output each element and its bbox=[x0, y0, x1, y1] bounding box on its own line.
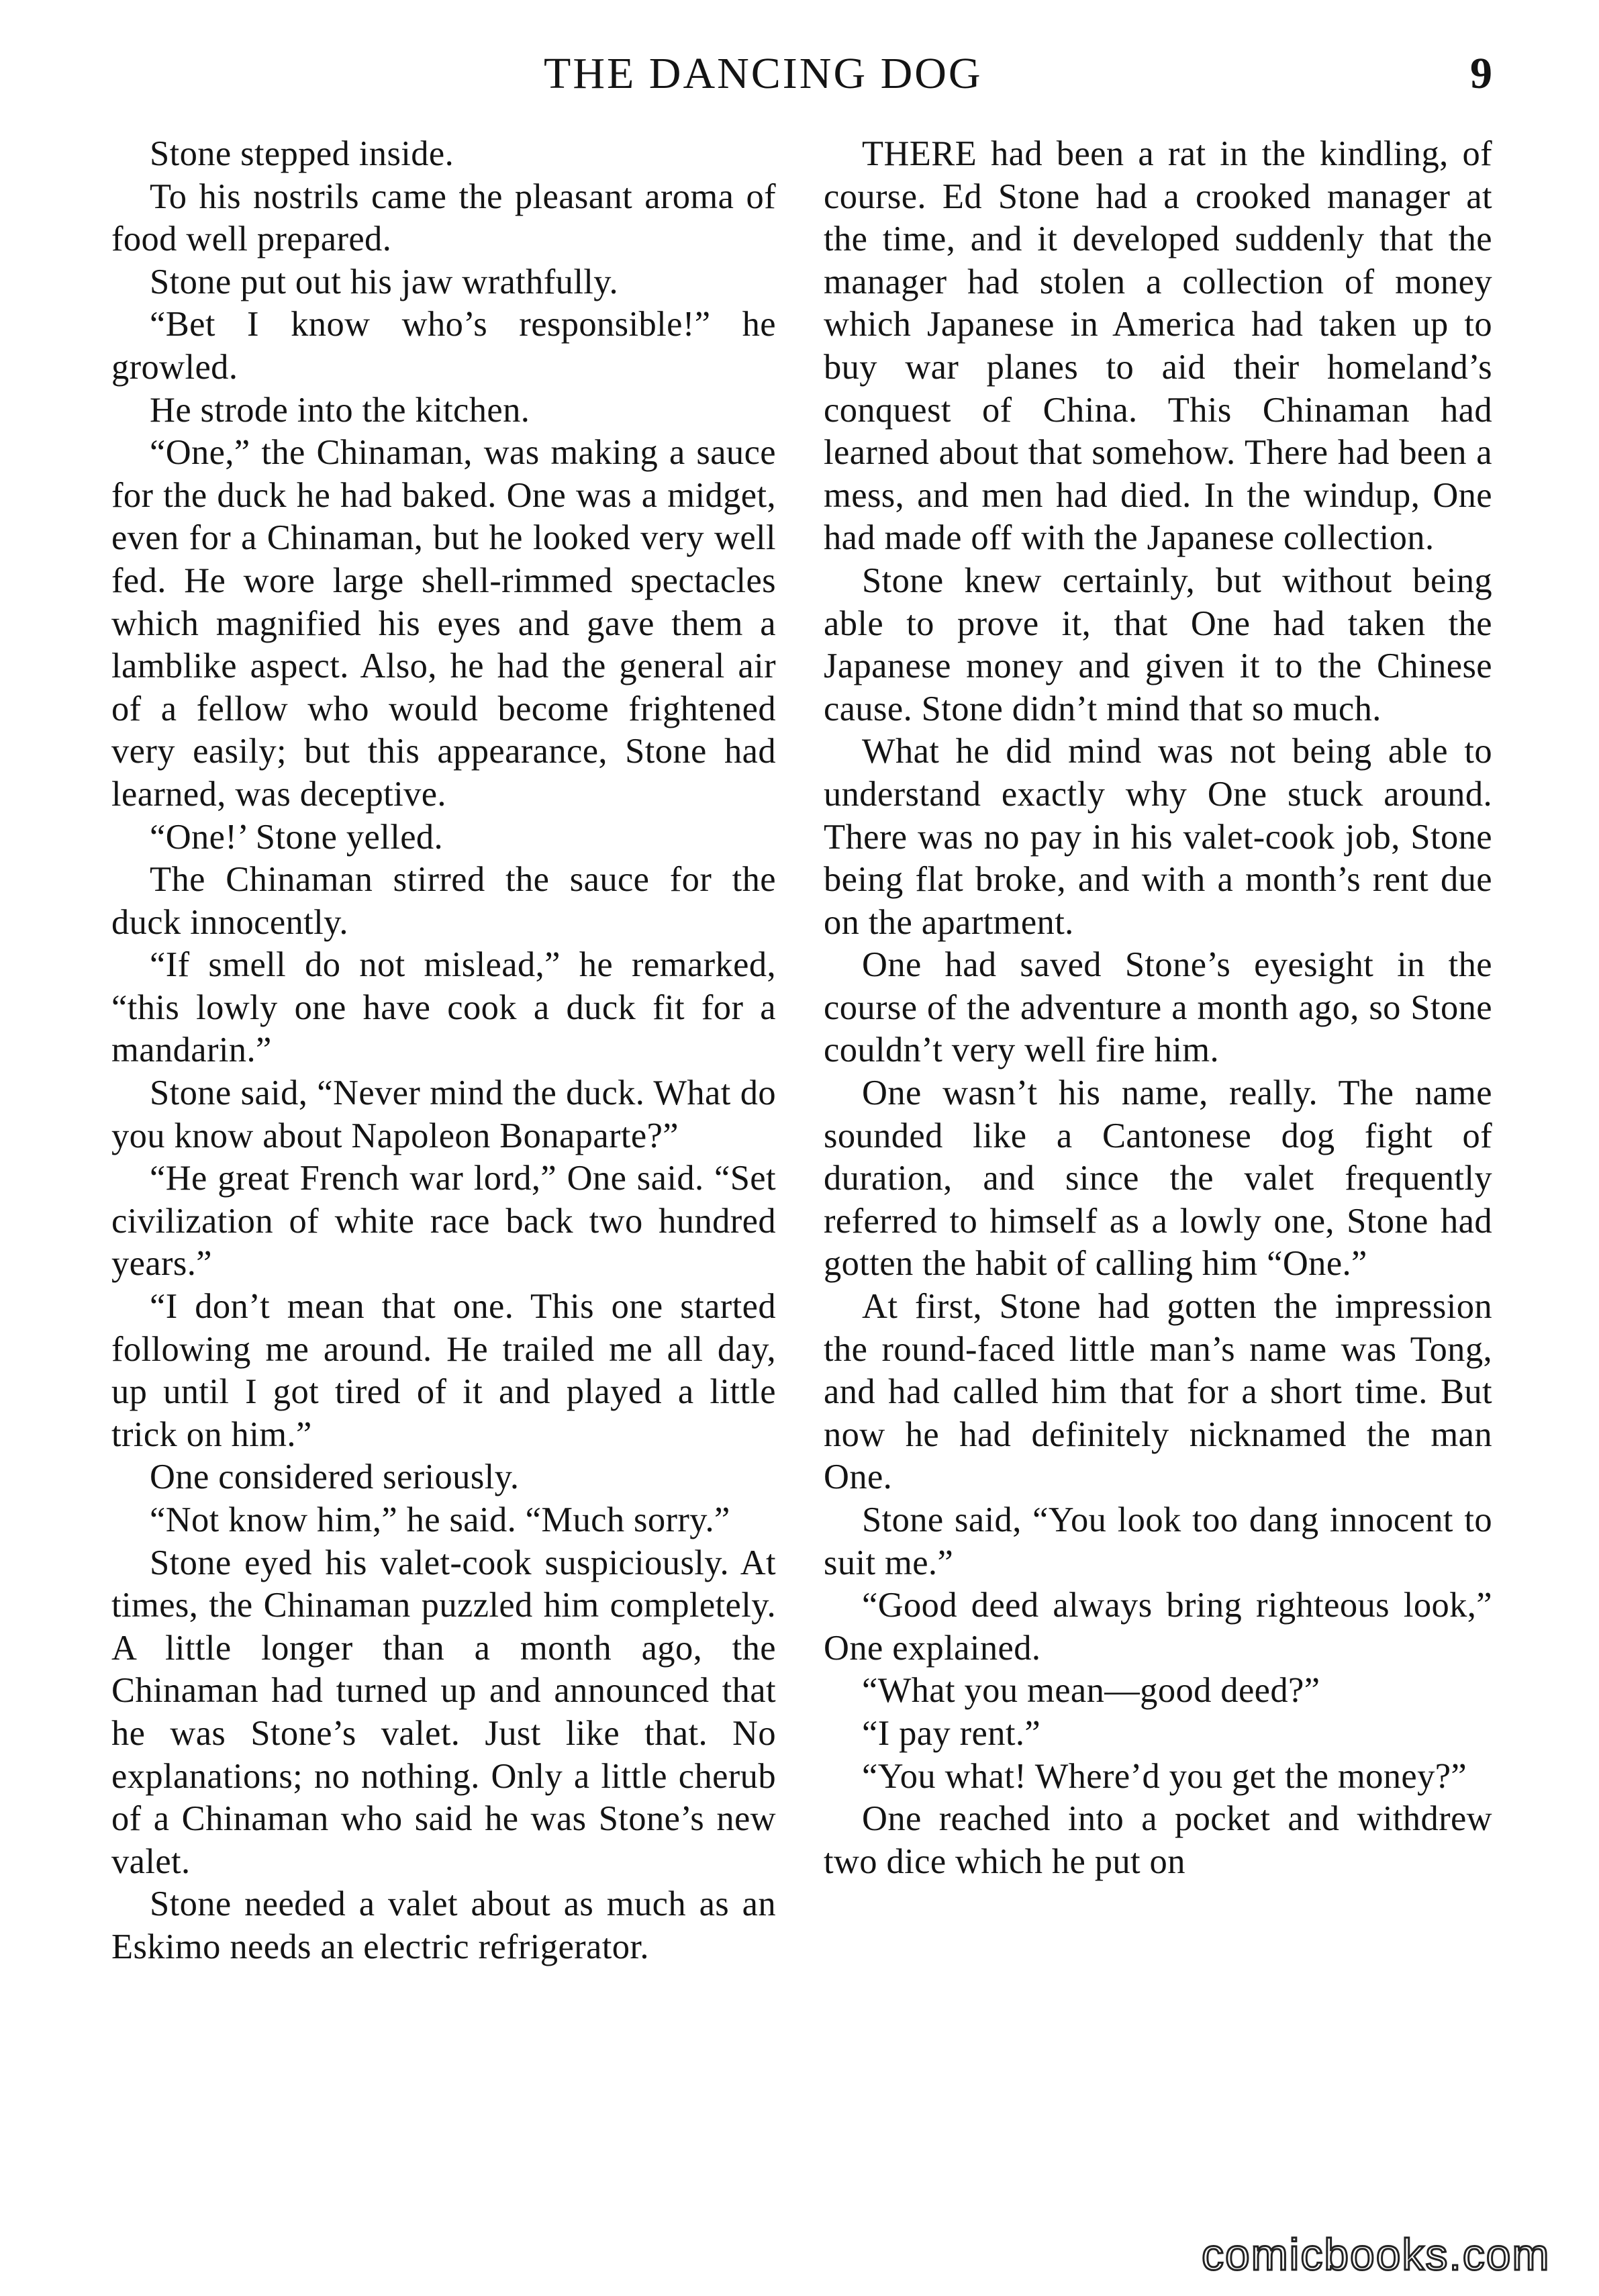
paragraph: The Chinaman stirred the sauce for the duck innocently. bbox=[111, 860, 776, 942]
watermark: comicbooks.com bbox=[1202, 2230, 1551, 2279]
paragraph: “If smell do not mislead,” he remarked, “this lowly one have cook a duck fit for a mandarin.” bbox=[111, 945, 776, 1070]
paragraph: “One!’ Stone yelled. bbox=[150, 817, 444, 857]
paragraph: “I don’t mean that one. This one started following me around. He trailed me all day, up until I got tired of it and played a little trick on him.” bbox=[111, 1287, 776, 1454]
page-number: 9 bbox=[1470, 49, 1492, 98]
paragraph: “One,” the Chinaman, was making a sauce for the duck he had baked. One was a midget, even for a Chinaman, but he looked very well fed. He wore large shell-rimmed spectacles which magnified his eyes and gave them a lamblike aspect. Also, he had the general air of a fellow who would become frightened very easily; but this appearance, Stone had learned, was deceptive. bbox=[111, 433, 776, 814]
paragraph: He strode into the kitchen. bbox=[150, 390, 530, 430]
paragraph: “What you mean—good deed?” bbox=[862, 1671, 1320, 1711]
running-title: THE DANCING DOG bbox=[544, 49, 983, 98]
paragraph: Stone said, “You look too dang innocent to suit me.” bbox=[824, 1500, 1492, 1582]
paragraph: Stone eyed his valet-cook suspiciously. At times, the Chinaman puzzled him completely. A little longer than a month ago, the Chinaman had turned up and announced that he was Stone’s valet. Just like that. No explanations; no nothing. Only a little cherub of a Chinaman who said he was Stone’s new valet. bbox=[111, 1543, 776, 1881]
paragraph: One wasn’t his name, really. The name sounded like a Cantonese dog fight of duration, and since the valet frequently referred to himself as a lowly one, Stone had gotten the habit of calling him “One.” bbox=[824, 1073, 1492, 1284]
left-text-column bbox=[111, 133, 776, 1969]
paragraph: “You what! Where’d you get the money?” bbox=[862, 1756, 1467, 1796]
paragraph: At first, Stone had gotten the impression the round-faced little man’s name was Tong, and had called him that for a short time. But now he had definitely nicknamed the man One. bbox=[824, 1287, 1492, 1497]
paragraph: “Not know him,” he said. “Much sorry.” bbox=[150, 1500, 730, 1539]
paragraph: One considered seriously. bbox=[150, 1457, 520, 1497]
paragraph: Stone stepped inside. bbox=[150, 134, 454, 173]
paragraph: What he did mind was not being able to understand exactly why One stuck around. There was no pay in his valet-cook job, Stone being flat broke, and with a month’s rent due on the apartment. bbox=[824, 732, 1492, 942]
paragraph: “Bet I know who’s responsible!” he growled. bbox=[111, 305, 776, 387]
paragraph: “I pay rent.” bbox=[862, 1713, 1041, 1753]
paragraph: “He great French war lord,” One said. “Set civilization of white race back two hundred years.” bbox=[111, 1159, 776, 1284]
paragraph: “Good deed always bring righteous look,” One explained. bbox=[824, 1586, 1492, 1668]
paragraph: Stone needed a valet about as much as an Eskimo needs an electric refrigerator. bbox=[111, 1884, 776, 1966]
right-text-column bbox=[824, 133, 1492, 1883]
paragraph: THERE had been a rat in the kindling, of course. Ed Stone had a crooked manager at the time, and it developed suddenly that the manager had stolen a collection of money which Japanese in America had taken up to buy war planes to aid their homeland’s conquest of China. This Chinaman had learned about that somehow. There had been a mess, and men had died. In the windup, One had made off with the Japanese collection. bbox=[824, 134, 1492, 558]
paragraph: Stone said, “Never mind the duck. What do you know about Napoleon Bonaparte?” bbox=[111, 1073, 776, 1155]
paragraph: One had saved Stone’s eyesight in the course of the adventure a month ago, so Stone couldn’t very well fire him. bbox=[824, 945, 1492, 1070]
paragraph: Stone put out his jaw wrathfully. bbox=[150, 262, 619, 301]
paragraph: To his nostrils came the pleasant aroma of food well prepared. bbox=[111, 177, 776, 259]
paragraph: One reached into a pocket and withdrew two dice which he put on bbox=[824, 1799, 1492, 1881]
paragraph: Stone knew certainly, but without being able to prove it, that One had taken the Japanese money and given it to the Chinese cause. Stone didn’t mind that so much. bbox=[824, 561, 1492, 728]
page-header bbox=[0, 47, 1599, 101]
